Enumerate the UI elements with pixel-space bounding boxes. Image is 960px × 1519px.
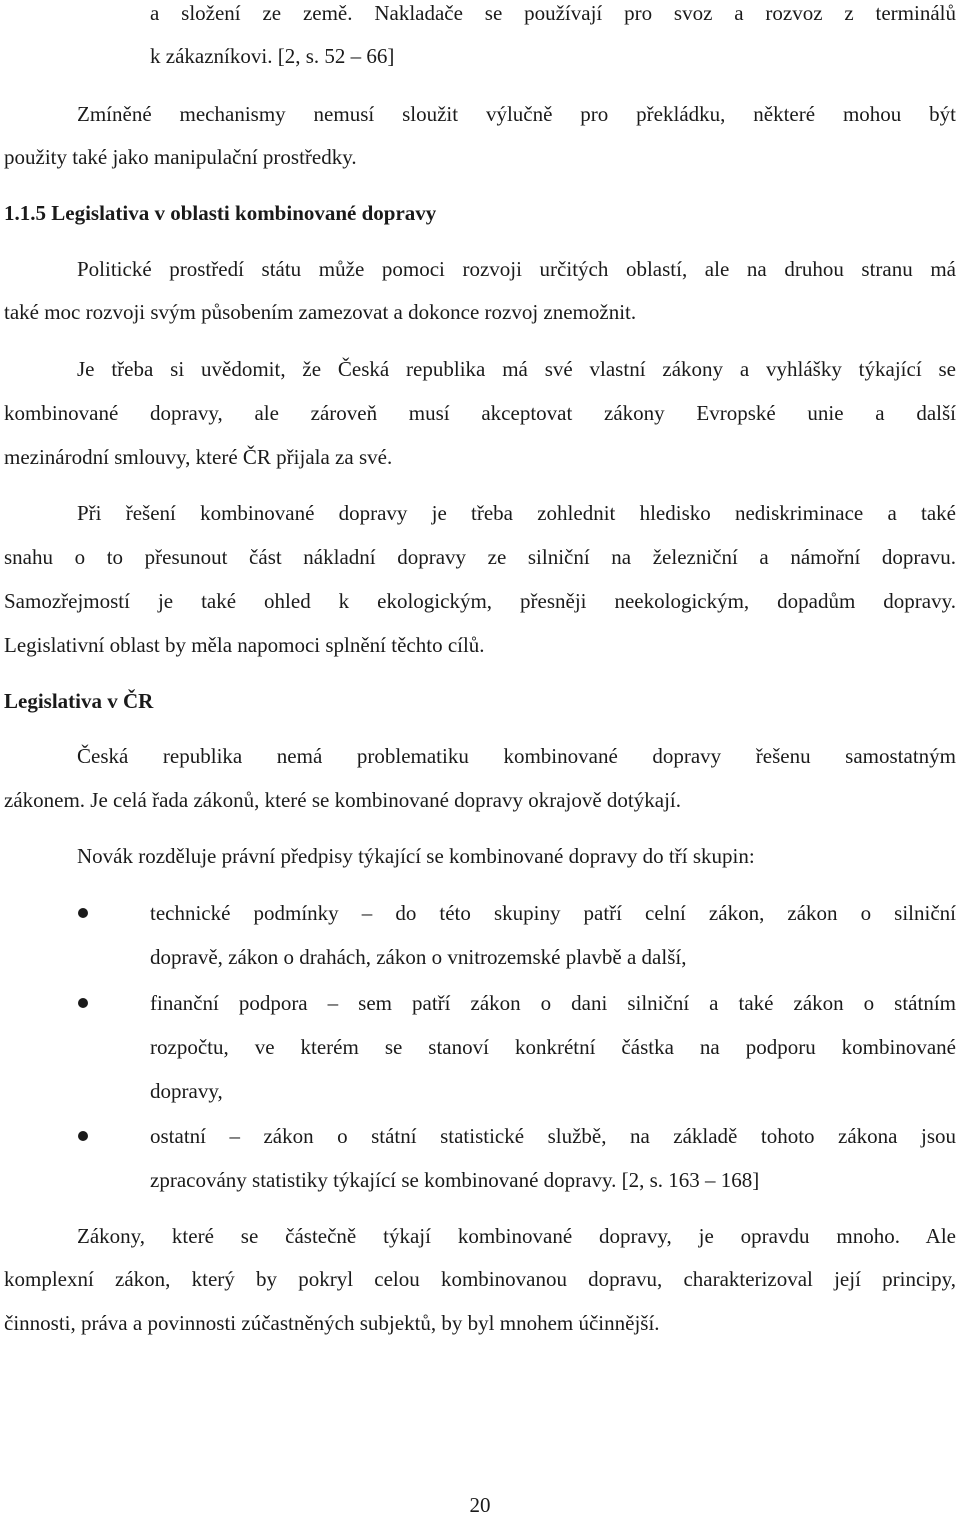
bullet-2-line-2: rozpočtu, ve kterém se stanoví konkrétní částka na podporu kombinované <box>150 1035 956 1059</box>
bullet-1-line-1: technické podmínky – do této skupiny patří celní zákon, zákon o silniční <box>150 901 956 925</box>
politics-line-1: Politické prostředí státu může pomoci rozvoji určitých oblastí, ale na druhou stranu má <box>77 257 956 281</box>
czech-laws-line-1: Je třeba si uvědomit, že Česká republika má své vlastní zákony a vyhlášky týkající se <box>77 357 956 381</box>
solution-line-3: Samozřejmostí je také ohled k ekologickým, přesněji neekologickým, dopadům dopravy. <box>4 589 956 613</box>
cr-line-1: Česká republika nemá problematiku kombinované dopravy řešenu samostatným <box>77 744 956 768</box>
bullet-icon <box>78 998 88 1008</box>
laws-line-3: činnosti, práva a povinnosti zúčastněných subjektů, by byl mnohem účinnější. <box>4 1311 660 1335</box>
solution-line-1: Při řešení kombinované dopravy je třeba zohlednit hledisko nediskriminace a také <box>77 501 956 525</box>
subheading: Legislativa v ČR <box>4 689 154 713</box>
bullet-2-line-1: finanční podpora – sem patří zákon o dani silniční a také zákon o státním <box>150 991 956 1015</box>
laws-line-1: Zákony, které se částečně týkají kombinované dopravy, je opravdu mnoho. Ale <box>77 1224 956 1248</box>
bullet-icon <box>78 1131 88 1141</box>
solution-line-4: Legislativní oblast by měla napomoci splnění těchto cílů. <box>4 633 485 657</box>
intro-line-2: k zákazníkovi. [2, s. 52 – 66] <box>150 44 395 68</box>
solution-line-2: snahu o to přesunout část nákladní dopravy ze silniční na železniční a námořní dopravu. <box>4 545 956 569</box>
mechanisms-line-1: Zmíněné mechanismy nemusí sloužit výlučně pro překládku, některé mohou být <box>77 102 956 126</box>
intro-line-1: a složení ze země. Nakladače se používají pro svoz a rozvoz z terminálů <box>150 1 956 25</box>
bullet-3-line-2: zpracovány statistiky týkající se kombinované dopravy. [2, s. 163 – 168] <box>150 1168 760 1192</box>
czech-laws-line-2: kombinované dopravy, ale zároveň musí akceptovat zákony Evropské unie a další <box>4 401 956 425</box>
czech-laws-line-3: mezinárodní smlouvy, které ČR přijala za své. <box>4 445 393 469</box>
politics-line-2: také moc rozvoji svým působením zamezovat a dokonce rozvoj znemožnit. <box>4 300 637 324</box>
cr-line-2: zákonem. Je celá řada zákonů, které se kombinované dopravy okrajově dotýkají. <box>4 788 681 812</box>
bullet-3-line-1: ostatní – zákon o státní statistické službě, na základě tohoto zákona jsou <box>150 1124 956 1148</box>
page-number: 20 <box>469 1493 491 1517</box>
bullet-icon <box>78 908 88 918</box>
bullet-1-line-2: dopravě, zákon o drahách, zákon o vnitrozemské plavbě a další, <box>150 945 687 969</box>
novak-paragraph: Novák rozděluje právní předpisy týkající se kombinované dopravy do tří skupin: <box>77 844 755 868</box>
mechanisms-line-2: použity také jako manipulační prostředky. <box>4 145 357 169</box>
laws-line-2: komplexní zákon, který by pokryl celou kombinovanou dopravu, charakterizoval její principy, <box>4 1267 956 1291</box>
section-heading: 1.1.5 Legislativa v oblasti kombinované dopravy <box>4 201 437 225</box>
bullet-2-line-3: dopravy, <box>150 1079 223 1103</box>
